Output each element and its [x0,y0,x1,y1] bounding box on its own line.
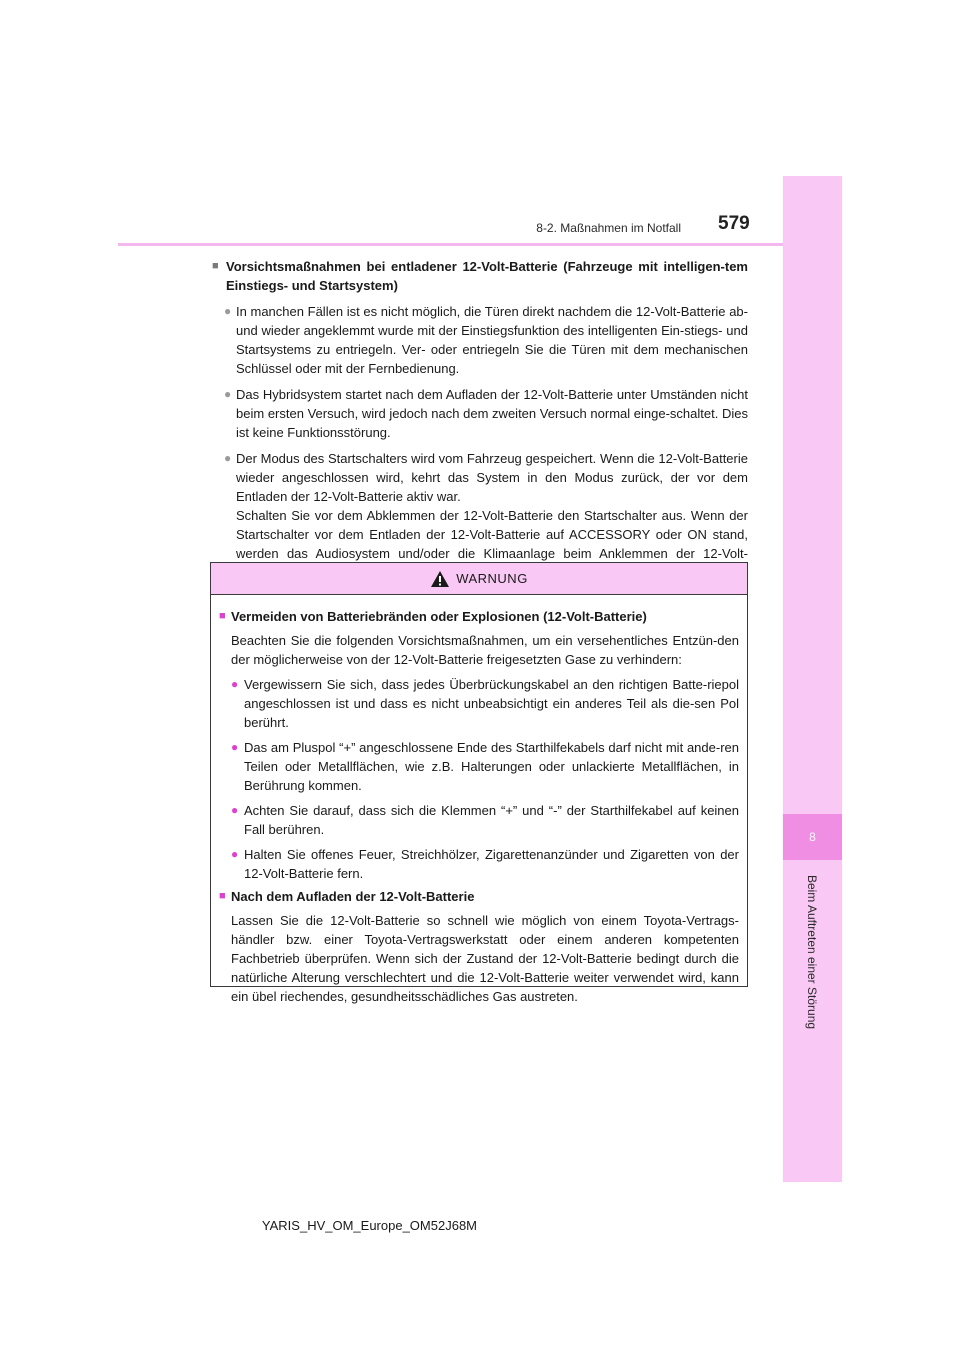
list-item [212,385,748,442]
warning-section-heading [219,607,739,626]
chapter-number: 8 [809,830,816,844]
list-item-continuation: Schalten Sie vor dem Abklemmen der 12-Volt-Batterie den Startschalter aus. Wenn der Startschalter vor dem Entladen der 12-Volt-Batterie auf ACCESSORY oder ON stand, werden das Audiosystem und/oder die Klimaanlage beim Anklemmen der 12-Volt- [236,508,748,561]
warning-paragraph: Lassen Sie die 12-Volt-Batterie so schnell wie möglich von einem Toyota-Vertrags-händler bzw. einer Toyota-Vertragswerkstatt oder einem anderen kompetenten Fachbetrieb überprüfen. Wenn sich der Zustand der 12-Volt-Batterie bedingt durch die natürliche Alterung verschlechtert und die 12-Volt-Batterie weiter verwendet wird, kann ein übel riechendes, gesundheitsschädliches Gas austreten. [231,913,739,1004]
header-rule [118,243,783,246]
circle-bullet-icon: ● [231,677,239,691]
main-heading [212,257,748,295]
warning-triangle-icon [430,570,450,588]
circle-bullet-icon: ● [224,451,232,465]
square-bullet-icon: ■ [219,610,226,622]
main-heading-text: Vorsichtsmaßnahmen bei entladener 12-Volt-Batterie (Fahrzeuge mit intelligen-tem Einstiegs- und Startsystem) [226,259,748,293]
warning-section-heading [219,887,739,906]
circle-bullet-icon: ● [231,803,239,817]
warning-section-heading-text: Nach dem Aufladen der 12-Volt-Batterie [231,889,475,904]
circle-bullet-icon: ● [224,304,232,318]
warning-list-item-text: Halten Sie offenes Feuer, Streichhölzer, Zigarettenanzünder und Zigaretten von der 12-Volt-Batterie fern. [244,847,739,881]
list-item-text: In manchen Fällen ist es nicht möglich, die Türen direkt nachdem die 12-Volt-Batterie ab- und wieder angeklemmt wurde mit der Einstiegsfunktion des intelligenten Ein-stiegs- und Startsystems zu entriegeln. Ver- oder entriegeln Sie die Türen mit dem mechanischen Schlüssel oder mit der Fernbedienung. [236,304,748,376]
warning-header [211,563,747,595]
warning-title: WARNUNG [456,571,528,586]
chapter-number-tab [783,814,842,860]
warning-list-item [231,845,739,883]
list-item [212,302,748,378]
warning-list-item-text: Achten Sie darauf, dass sich die Klemmen “+” und “-” der Starthilfekabel auf keinen Fall berühren. [244,803,739,837]
chapter-tab-strip [783,176,842,1182]
square-bullet-icon: ■ [219,890,226,902]
warning-body [211,595,747,1006]
warning-list-item-text: Vergewissern Sie sich, dass jedes Überbrückungskabel an den richtigen Batte-riepol angeschlossen ist und dass es nicht unbeabsichtigt ein anderes Teil als die-sen Pol berührt. [244,677,739,730]
warning-list-item-text: Das am Pluspol “+” angeschlossene Ende des Starthilfekabels darf nicht mit ande-ren Teilen oder Metallflächen, wie z.B. Halterungen oder unlackierte Metallflächen, in Berührung kommen. [244,740,739,793]
main-content [212,257,748,582]
warning-list-item [231,738,739,795]
warning-section-heading-text: Vermeiden von Batteriebränden oder Explosionen (12-Volt-Batterie) [231,609,647,624]
circle-bullet-icon: ● [231,847,239,861]
list-item-text: Der Modus des Startschalters wird vom Fahrzeug gespeichert. Wenn die 12-Volt-Batterie wieder angeschlossen wird, kehrt das System in den Modus zurück, der vor dem Entladen der 12-Volt-Batterie aktiv war. [236,451,748,504]
square-bullet-icon: ■ [212,260,219,272]
circle-bullet-icon: ● [231,740,239,754]
warning-box [210,562,748,1004]
document-id: YARIS_HV_OM_Europe_OM52J68M [261,1218,477,1233]
list-item-text: Das Hybridsystem startet nach dem Aufladen der 12-Volt-Batterie unter Umständen nicht beim ersten Versuch, wird jedoch nach dem zweiten Versuch normal einge-schaltet. Dies ist keine Funktionsstörung. [236,387,748,440]
chapter-label: Beim Auftreten einer Störung [805,874,819,1030]
warning-intro: Beachten Sie die folgenden Vorsichtsmaßnahmen, um ein versehentliches Entzün-den der möglicherweise von der 12-Volt-Batterie freigesetzten Gase zu verhindern: [231,633,739,667]
circle-bullet-icon: ● [224,387,232,401]
section-title: 8-2. Maßnahmen im Notfall [536,221,681,235]
page-number: 579 [718,213,750,234]
warning-list-item [231,675,739,732]
warning-list-item [231,801,739,839]
